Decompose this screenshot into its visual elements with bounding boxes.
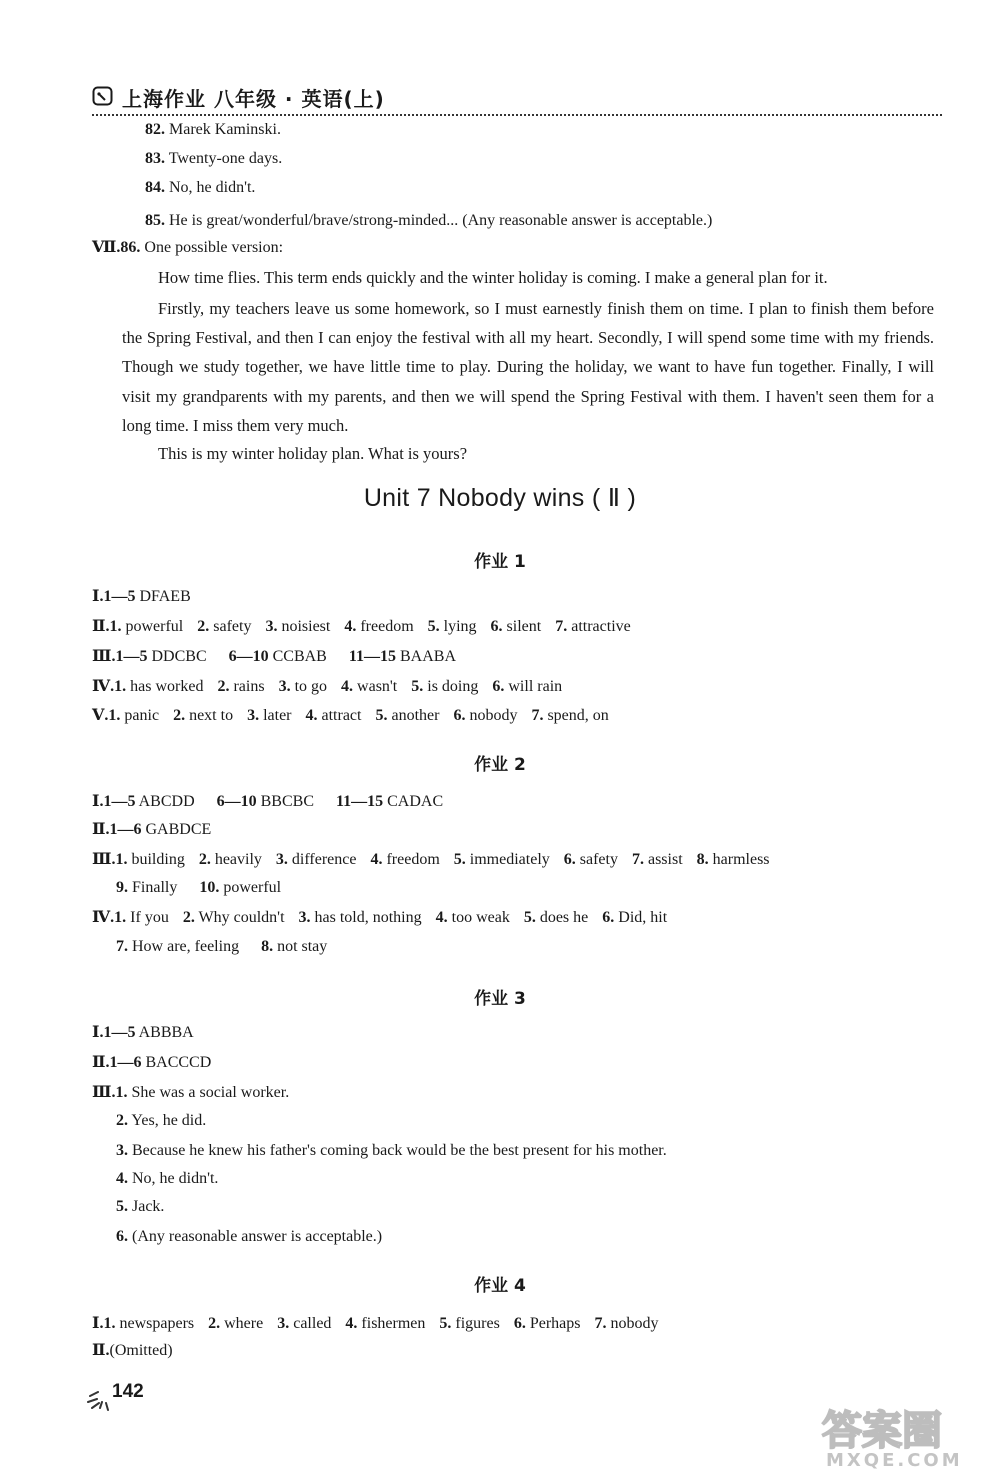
homework-title: 作业 4 [474, 1276, 526, 1296]
answer-item [279, 678, 327, 695]
answer-line [116, 1143, 667, 1159]
item-number: 4. [305, 707, 318, 724]
answer-item [428, 618, 477, 635]
answer-85: 85. He is great/wonderful/brave/strong-minded... (Any reasonable answer is acceptable.) [145, 212, 713, 229]
item-number: 11—15 [348, 648, 396, 665]
answer-item [109, 821, 211, 838]
item-number: 2. [173, 707, 186, 724]
item-answer: safety [213, 618, 252, 635]
item-number: 1—6 [109, 821, 142, 838]
item-answer: She was a social worker. [131, 1084, 290, 1101]
section-numeral: Ⅰ. [92, 588, 104, 605]
answer-item [103, 588, 190, 605]
answer-line [116, 1171, 218, 1187]
item-number: 1—5 [115, 648, 148, 665]
answer-item [439, 1315, 499, 1332]
item-number: 6. [602, 909, 615, 926]
item-answer: CADAC [387, 793, 444, 810]
section-numeral: Ⅳ. [92, 678, 115, 695]
answer-item [697, 851, 770, 868]
answer-item [217, 678, 264, 695]
item-number: 5. [453, 851, 466, 868]
item-number: 7. [555, 618, 568, 635]
item-number: 1. [115, 851, 128, 868]
item-answer: Yes, he did. [131, 1112, 207, 1129]
answer-line [92, 619, 631, 635]
item-answer: where [224, 1315, 264, 1332]
item-number: 1—5 [103, 588, 136, 605]
answer-item [114, 678, 203, 695]
essay-paragraph-3: This is my winter holiday plan. What is yours? [158, 444, 468, 463]
answer-item [115, 851, 184, 868]
item-number: 1. [114, 678, 127, 695]
unit-title: Unit 7 Nobody wins ( Ⅱ ) [363, 484, 637, 512]
answer-line [92, 1343, 173, 1359]
answer-item [115, 1084, 289, 1101]
answer-item [436, 909, 510, 926]
answer-item [109, 1054, 211, 1071]
answer-line [92, 822, 211, 838]
section-numeral: Ⅴ. [92, 707, 109, 724]
answer-item [116, 1142, 667, 1159]
item-answer: panic [124, 707, 160, 724]
item-answer: Why couldn't [198, 909, 285, 926]
section-numeral: Ⅳ. [92, 909, 115, 926]
answer-item [454, 851, 550, 868]
item-answer: will rain [508, 678, 563, 695]
item-answer: harmless [712, 851, 770, 868]
item-answer: Finally [132, 879, 178, 896]
answer-item [524, 909, 588, 926]
item-number: 1. [115, 1084, 128, 1101]
item-answer: called [293, 1315, 332, 1332]
item-answer: figures [455, 1315, 500, 1332]
answer-item [261, 938, 327, 955]
item-answer: How are, feeling [132, 938, 240, 955]
item-number: 3. [116, 1142, 128, 1159]
item-number: 10. [199, 879, 220, 896]
answer-line [92, 649, 456, 665]
section-numeral: Ⅲ. [92, 648, 116, 665]
header-title: 上海作业 八年级 · 英语(上) [122, 86, 385, 111]
answer-82: 82. Marek Kaminski. [145, 121, 281, 138]
answer-item [265, 618, 330, 635]
item-number: 1. [108, 707, 121, 724]
answer-item [217, 793, 314, 810]
answer-item [208, 1315, 263, 1332]
answer-line [116, 880, 281, 896]
item-number: 6. [513, 1315, 526, 1332]
item-answer: nobody [610, 1315, 659, 1332]
item-answer: freedom [386, 851, 440, 868]
item-answer: attract [321, 707, 362, 724]
answer-item [349, 648, 456, 665]
essay-paragraph-2: Firstly, my teachers leave us some homework, so I must earnestly finish them on time. I plan to finish them before the Spring Festival, and then I can enjoy the festival with all my heart. Secondly, I will spend some time with my friends. Though we study together, we have little time to play. During the holiday, we want to have fun together. Finally, I will visit my grandparents with my parents, and then we will spend the Spring Festival with them. I haven't seen them for a long time. I miss them very much. [122, 299, 934, 435]
item-number: 9. [116, 879, 128, 896]
item-answer: has worked [130, 678, 204, 695]
section-numeral: Ⅱ. [92, 618, 110, 635]
item-number: 6. [563, 851, 576, 868]
answer-item [116, 1170, 218, 1187]
item-number: 2. [217, 678, 230, 695]
answer-86: Ⅶ.86. One possible version: [92, 239, 284, 256]
answer-item [183, 909, 285, 926]
item-number: 7. [594, 1315, 607, 1332]
item-answer: silent [506, 618, 542, 635]
item-number: 7. [116, 938, 128, 955]
item-answer: difference [291, 851, 357, 868]
item-answer: Because he knew his father's coming back would be the best present for his mother. [132, 1142, 667, 1159]
item-answer: BBCBC [260, 793, 314, 810]
answer-item [555, 618, 631, 635]
item-answer: another [391, 707, 440, 724]
item-answer: next to [189, 707, 234, 724]
item-answer: spend, on [547, 707, 609, 724]
item-answer: powerful [223, 879, 282, 896]
answer-line [92, 794, 443, 810]
answer-line [92, 679, 562, 695]
item-number: 1. [114, 909, 127, 926]
homework-title: 作业 2 [474, 755, 526, 775]
section-numeral: Ⅲ. [92, 1084, 116, 1101]
item-number: 3. [275, 851, 288, 868]
item-answer: newspapers [119, 1315, 195, 1332]
item-number: 5. [439, 1315, 452, 1332]
item-answer: freedom [360, 618, 414, 635]
homework-title: 作业 3 [474, 989, 526, 1009]
page-number: 142 [112, 1381, 144, 1402]
answer-line [92, 1085, 289, 1101]
answer-item [453, 707, 517, 724]
item-number: 3. [298, 909, 311, 926]
item-answer: powerful [125, 618, 184, 635]
answer-item [247, 707, 291, 724]
answer-item [116, 938, 239, 955]
answer-item [199, 851, 262, 868]
magnifier-icon [92, 86, 116, 108]
item-number: 5. [116, 1198, 128, 1215]
item-number: 3. [265, 618, 278, 635]
item-answer: attractive [571, 618, 631, 635]
section-numeral: Ⅱ. [92, 821, 110, 838]
item-answer: building [131, 851, 185, 868]
answer-item [197, 618, 251, 635]
item-answer: DFAEB [139, 588, 191, 605]
answer-line [116, 1113, 206, 1129]
answer-line [92, 589, 191, 605]
item-answer: ABBBA [138, 1024, 194, 1041]
answer-item [116, 1228, 382, 1245]
item-number: 5. [411, 678, 424, 695]
answer-item [564, 851, 618, 868]
section-numeral: Ⅱ. [92, 1342, 110, 1359]
watermark-logo [816, 1404, 976, 1470]
item-number: 7. [631, 851, 644, 868]
item-number: 6—10 [228, 648, 269, 665]
answer-item [299, 909, 422, 926]
item-number: 1—5 [103, 1024, 136, 1041]
item-number: 4. [370, 851, 383, 868]
answer-item [595, 1315, 659, 1332]
item-number: 2. [182, 909, 195, 926]
answer-84: 84. No, he didn't. [145, 179, 256, 196]
item-answer: GABDCE [145, 821, 212, 838]
answer-item [632, 851, 683, 868]
item-number: 11—15 [335, 793, 384, 810]
answer-item [115, 648, 206, 665]
item-answer: ABCDD [138, 793, 195, 810]
section-numeral: Ⅲ. [92, 851, 116, 868]
answer-line [92, 1316, 659, 1332]
item-answer: to go [294, 678, 328, 695]
item-answer: safety [579, 851, 618, 868]
item-number: 5. [523, 909, 536, 926]
answer-item [229, 648, 327, 665]
answer-item [173, 707, 233, 724]
item-number: 8. [261, 938, 274, 955]
answer-line [116, 1229, 382, 1245]
answer-item [199, 879, 281, 896]
answer-item [492, 678, 562, 695]
item-answer: fishermen [361, 1315, 426, 1332]
item-answer: BACCCD [145, 1054, 212, 1071]
item-number: 4. [435, 909, 448, 926]
item-number: 6—10 [216, 793, 257, 810]
answer-item [345, 1315, 425, 1332]
section-numeral: Ⅰ. [92, 1315, 104, 1332]
answer-item [344, 618, 413, 635]
item-number: 8. [696, 851, 709, 868]
item-number: 1. [109, 618, 122, 635]
section-numeral: Ⅱ. [92, 1054, 110, 1071]
answer-line [92, 910, 667, 926]
item-number: 3. [277, 1315, 290, 1332]
answer-item [411, 678, 478, 695]
answer-item [116, 1198, 164, 1215]
answer-item [336, 793, 443, 810]
section-numeral: Ⅰ. [92, 1024, 104, 1041]
answer-item [109, 1342, 172, 1359]
item-answer: too weak [451, 909, 510, 926]
item-number: 6. [490, 618, 503, 635]
item-answer: immediately [469, 851, 550, 868]
item-answer: noisiest [281, 618, 331, 635]
item-answer: (Any reasonable answer is acceptable.) [132, 1228, 383, 1245]
item-number: 3. [247, 707, 260, 724]
answer-item [108, 707, 159, 724]
homework-title: 作业 1 [474, 552, 526, 572]
item-number: 6. [453, 707, 466, 724]
item-number: 3. [278, 678, 291, 695]
item-answer: lying [443, 618, 477, 635]
item-number: 6. [116, 1228, 128, 1245]
item-number: 6. [492, 678, 505, 695]
item-answer: No, he didn't. [132, 1170, 219, 1187]
item-answer: Jack. [132, 1198, 165, 1215]
answer-line [116, 939, 327, 955]
item-number: 7. [531, 707, 544, 724]
item-answer: CCBAB [272, 648, 327, 665]
item-number: 2. [208, 1315, 221, 1332]
item-number: 4. [345, 1315, 358, 1332]
answer-line [92, 708, 609, 724]
answer-item [341, 678, 397, 695]
item-number: 2. [197, 618, 210, 635]
answer-item [103, 1315, 194, 1332]
answer-item [276, 851, 357, 868]
answer-item [491, 618, 542, 635]
item-number: 2. [116, 1112, 128, 1129]
answer-item [114, 909, 169, 926]
header-divider [92, 114, 942, 116]
item-answer: does he [539, 909, 589, 926]
answer-line [92, 1025, 194, 1041]
answer-item [277, 1315, 331, 1332]
item-number: 1—5 [103, 793, 136, 810]
answer-item [109, 618, 183, 635]
page-header [92, 82, 385, 112]
item-number: 1—6 [109, 1054, 142, 1071]
item-number: 5. [375, 707, 388, 724]
item-answer: has told, nothing [314, 909, 422, 926]
answer-item [370, 851, 439, 868]
answer-item [514, 1315, 581, 1332]
item-answer: rains [233, 678, 265, 695]
item-answer: DDCBC [151, 648, 207, 665]
item-answer: not stay [277, 938, 328, 955]
answer-item [602, 909, 667, 926]
answer-line [116, 1199, 164, 1215]
item-answer: If you [130, 909, 169, 926]
item-answer: is doing [427, 678, 479, 695]
item-answer: assist [647, 851, 683, 868]
item-answer: Perhaps [529, 1315, 581, 1332]
answer-item [103, 793, 194, 810]
item-answer: BAABA [399, 648, 456, 665]
answer-83: 83. Twenty-one days. [145, 150, 283, 167]
svg-text:MXQE.COM: MXQE.COM [826, 1450, 963, 1470]
item-number: 4. [116, 1170, 128, 1187]
essay-paragraph-1: How time flies. This term ends quickly and the winter holiday is coming. I make a general plan for it. [158, 268, 828, 287]
answer-item [531, 707, 608, 724]
item-answer: nobody [469, 707, 518, 724]
item-answer: heavily [214, 851, 262, 868]
answer-item [116, 879, 177, 896]
section-numeral: Ⅰ. [92, 793, 104, 810]
answer-item [116, 1112, 206, 1129]
item-answer: wasn't [357, 678, 398, 695]
answer-item [103, 1024, 193, 1041]
answer-item [375, 707, 439, 724]
answer-line [92, 852, 770, 868]
item-answer: Did, hit [618, 909, 668, 926]
item-number: 1. [103, 1315, 116, 1332]
answer-item [306, 707, 362, 724]
svg-text:答案圈: 答案圈 [822, 1408, 942, 1454]
item-number: 4. [341, 678, 354, 695]
item-number: 4. [344, 618, 357, 635]
item-number: 2. [198, 851, 211, 868]
item-answer: later [263, 707, 292, 724]
answer-line [92, 1055, 211, 1071]
item-answer: (Omitted) [109, 1342, 173, 1359]
item-number: 5. [427, 618, 440, 635]
